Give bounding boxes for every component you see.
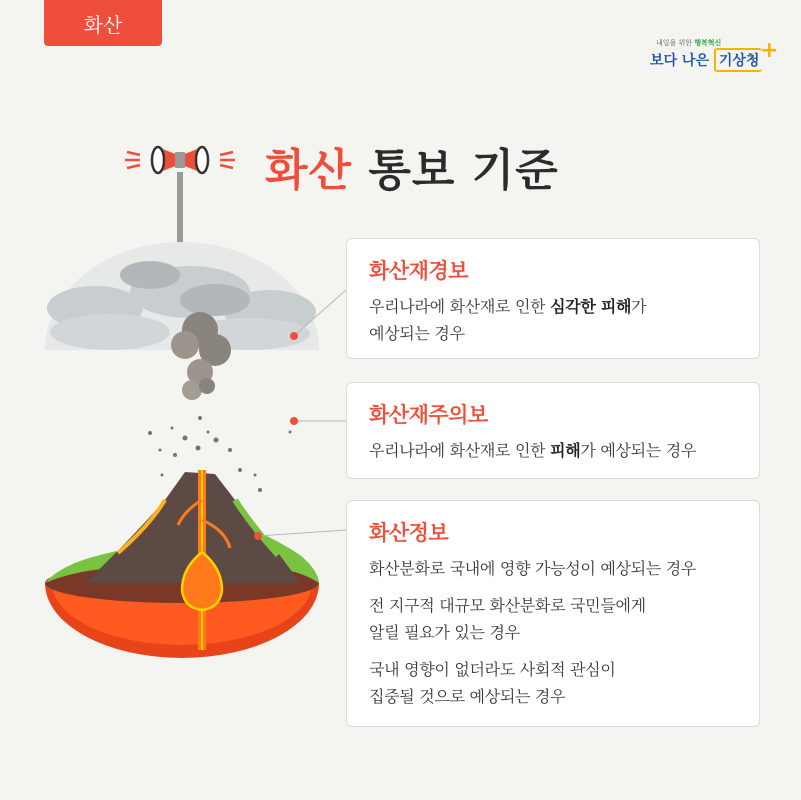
- card-text: 우리나라에 화산재로 인한 심각한 피해가 예상되는 경우: [369, 297, 647, 343]
- card-volcano-info: [346, 500, 760, 727]
- card-text: 우리나라에 화산재로 인한 피해가 예상되는 경우: [369, 441, 697, 460]
- logo-wordmark: 보다 나은 기상청: [650, 48, 762, 72]
- logo-plus-icon: +: [760, 38, 779, 63]
- marker-dot: [290, 417, 298, 425]
- card-ash-warning: [346, 238, 760, 359]
- siren-pole: [177, 172, 183, 248]
- card-text: 전 지구적 대규모 화산분화로 국민들에게 알릴 필요가 있는 경우: [369, 596, 646, 642]
- logo-kma: 기상청: [714, 48, 763, 72]
- card-heading: 화산재주의보: [369, 403, 488, 427]
- card-ash-advisory: [346, 382, 760, 479]
- category-tag: 화산: [44, 0, 162, 46]
- card-heading: 화산재경보: [369, 259, 468, 283]
- page-title: 화산 통보 기준: [265, 145, 559, 196]
- marker-dot: [254, 532, 262, 540]
- logo-slogan: 내일을 위한 행복혁신: [656, 39, 722, 47]
- marker-dot: [290, 332, 298, 340]
- card-text: 국내 영향이 없더라도 사회적 관심이 집중될 것으로 예상되는 경우: [369, 660, 616, 706]
- card-text: 화산분화로 국내에 영향 가능성이 예상되는 경우: [369, 559, 697, 578]
- card-heading: 화산정보: [369, 521, 449, 545]
- connector-line: [258, 530, 346, 536]
- siren-icon: [125, 147, 235, 173]
